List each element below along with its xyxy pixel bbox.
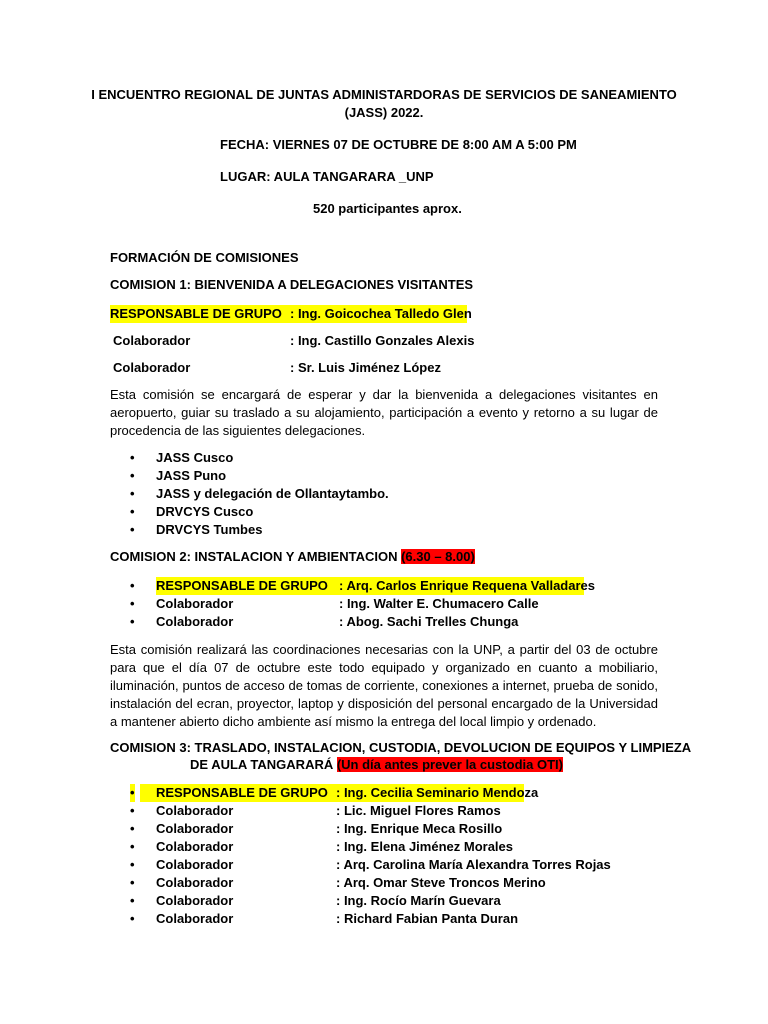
bullet-icon: • bbox=[130, 821, 135, 836]
bullet-icon: • bbox=[130, 450, 135, 465]
commission-3-title-line1: COMISION 3: TRASLADO, INSTALACION, CUSTODIA, DEVOLUCION DE EQUIPOS Y LIMPIEZA bbox=[110, 740, 692, 755]
collaborator-label: Colaborador bbox=[113, 360, 191, 375]
bullet-icon: • bbox=[130, 803, 135, 818]
collaborator-name: : Sr. Luis Jiménez López bbox=[290, 360, 441, 375]
bullet-icon: • bbox=[130, 614, 135, 629]
time-highlight: (6.30 – 8.00) bbox=[401, 549, 475, 564]
bullet-icon: • bbox=[130, 893, 135, 908]
participant-count: 520 participantes aprox. bbox=[313, 201, 462, 216]
event-date: FECHA: VIERNES 07 DE OCTUBRE DE 8:00 AM A 5:00 PM bbox=[220, 137, 577, 152]
bullet-icon: • bbox=[130, 875, 135, 890]
commission-1-responsible-row bbox=[110, 305, 472, 323]
document-title-line1: I ENCUENTRO REGIONAL DE JUNTAS ADMINISTARDORAS DE SERVICIOS DE SANEAMIENTO bbox=[91, 87, 677, 102]
bullet-icon: • bbox=[130, 839, 135, 854]
responsible-label: RESPONSABLE DE GRUPO bbox=[110, 306, 282, 321]
commission-1-description: Esta comisión se encargará de esperar y dar la bienvenida a delegaciones visitantes en aeropuerto, guiar su traslado a su alojamiento, participación a evento y retorno a su lugar de procedencia de las siguientes delegaciones. bbox=[110, 387, 658, 438]
collaborator-name: : Ing. Castillo Gonzales Alexis bbox=[290, 333, 475, 348]
bullet-icon: • bbox=[130, 504, 135, 519]
bullet-icon: • bbox=[130, 911, 135, 926]
event-location: LUGAR: AULA TANGARARA _UNP bbox=[220, 169, 434, 184]
bullet-icon: • bbox=[130, 578, 135, 593]
section-heading: FORMACIÓN DE COMISIONES bbox=[110, 250, 299, 265]
document-page: I ENCUENTRO REGIONAL DE JUNTAS ADMINISTARDORAS DE SERVICIOS DE SANEAMIENTO (JASS) 2022. FECHA: VIERNES 07 DE OCTUBRE DE 8:00 AM A 5:00 PM LUGAR: AULA TANGARARA _UNP 520 participantes aprox. FORMACIÓN DE COMISIONES COMISION 1: BIENVENIDA A DELEGACIONES VISITANTES RESPONSABLE DE GRUPO : Ing. Goicochea Talledo Glen Colaborador : Ing. Castillo Gonzales Alexis Colaborador : Sr. Luis Jiménez López Esta comisión se encargará de esperar y dar la bienvenida a delegaciones visitantes en aeropuerto, guiar su traslado a su alojamiento, participación a evento y retorno a su lugar de procedencia de las siguientes delegaciones. • JASS Cusco • JASS Puno • JASS y delegación de Ollantaytambo. • DRVCYS Cusco • DRVCYS Tumbes COMISION 2: INSTALACION Y AMBIENTACION (6.30 – 8.00) • RESPONSABLE DE GRUPO : Arq. Carlos Enrique Requena Valladares • Colaborador : Ing. Walter E. Chumacero Calle • Colaborador : Abog. Sachi Trelles Chunga Esta comisión realizará las coordinaciones necesarias con la UNP, a partir del 03 de octubre para que el día 07 de octubre este todo equipado y organizado en cuanto a mobiliario, iluminación, puntos de acceso de tomas de corriente, conexiones a internet, prueba de sonido, instalación del ecran, proyector, laptop y disposición del personal encargado de la Universidad a mantener abierto dicho ambiente así mismo la entrega del local limpio y ordenado. COMISION 3: TRASLADO, INSTALACION, CUSTODIA, DEVOLUCION DE EQUIPOS Y LIMPIEZA DE AULA TANGARARÁ (Un día antes prever la custodia OTI) • RESPONSABLE DE GRUPO : Ing. Cecilia Seminario Mendoza • Colaborador : Lic. Miguel Flores Ramos • Colaborador : Ing. Enrique Meca Rosillo • Colaborador : Ing. Elena Jiménez Morales • Colaborador : Arq. Carolina María Alexandra Torres Rojas • Colaborador : Arq. Omar Steve Troncos Merino • Colaborador : Ing. Rocío Marín Guevara • Colaborador : Richard Fabian Panta Duran bbox=[0, 0, 768, 1024]
commission-1-title: COMISION 1: BIENVENIDA A DELEGACIONES VISITANTES bbox=[110, 277, 474, 292]
bullet-icon: • bbox=[130, 857, 135, 872]
note-highlight: (Un día antes prever la custodia OTI) bbox=[336, 757, 563, 772]
collaborator-label: Colaborador bbox=[113, 333, 191, 348]
bullet-icon: • bbox=[130, 522, 135, 537]
document-title-line2: (JASS) 2022. bbox=[344, 105, 424, 120]
bullet-icon: • bbox=[130, 785, 135, 800]
commission-2-description: Esta comisión realizará las coordinaciones necesarias con la UNP, a partir del 03 de octubre para que el día 07 de octubre este todo equipado y organizado en cuanto a mobiliario, iluminación, puntos de acceso de tomas de corriente, conexiones a internet, prueba de sonido, instalación del ecran, proyector, laptop y disposición del personal encargado de la Universidad a mantener abierto dicho ambiente así mismo la entrega del local limpio y ordenado. bbox=[110, 642, 658, 729]
commission-2-title: COMISION 2: INSTALACION Y AMBIENTACION (6.30 – 8.00) bbox=[110, 549, 475, 564]
bullet-icon: • bbox=[130, 468, 135, 483]
bullet-icon: • bbox=[130, 486, 135, 501]
commission-3-title-line2: DE AULA TANGARARÁ (Un día antes prever la custodia OTI) bbox=[190, 757, 563, 772]
bullet-icon: • bbox=[130, 596, 135, 611]
responsible-name: : Ing. Goicochea Talledo Glen bbox=[290, 306, 472, 321]
